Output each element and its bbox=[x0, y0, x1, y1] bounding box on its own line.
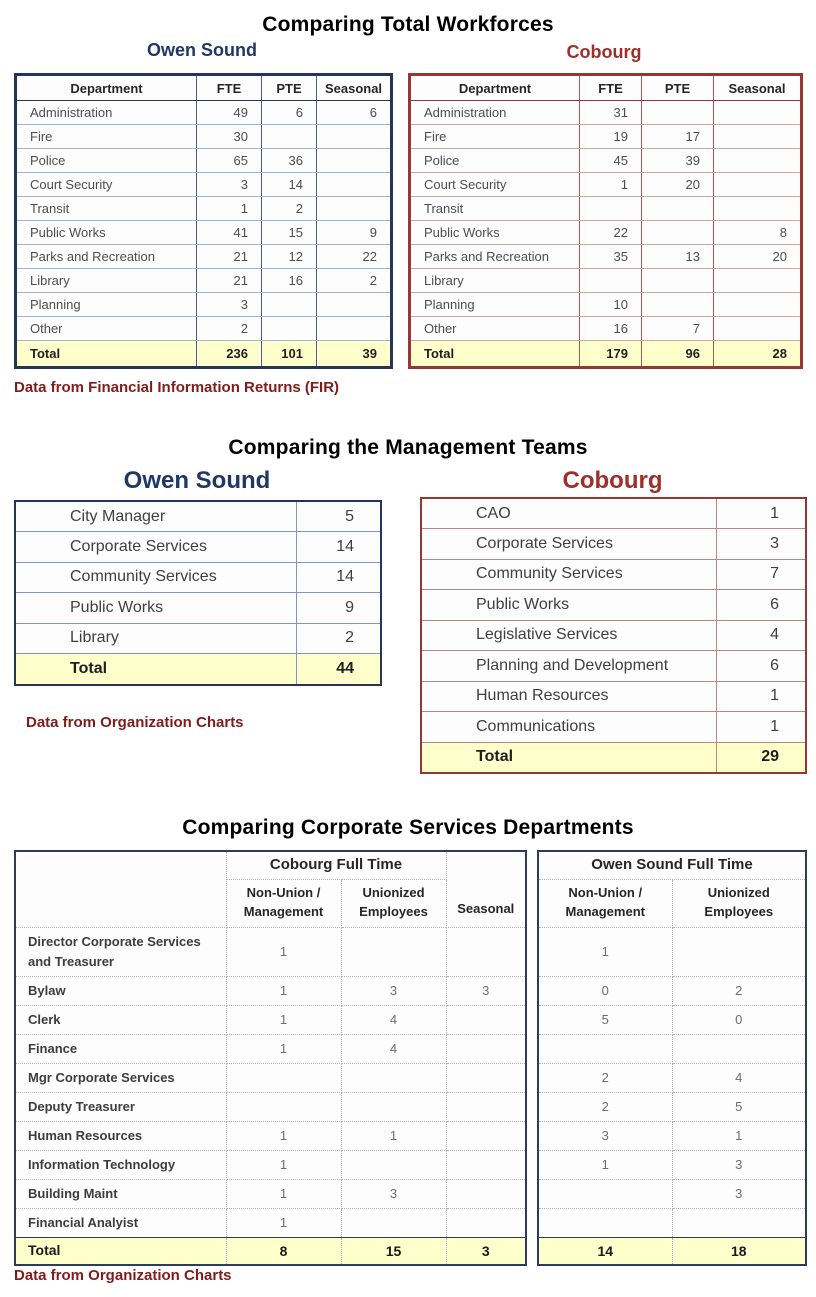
table-cell: 14 bbox=[296, 532, 381, 563]
table-cell: 49 bbox=[197, 101, 262, 125]
table-cell bbox=[341, 1063, 446, 1092]
table-cell: Other bbox=[16, 317, 197, 341]
table-cell: 3 bbox=[341, 1179, 446, 1208]
table-cell bbox=[714, 149, 802, 173]
table-cell bbox=[672, 927, 806, 976]
table-cell: 1 bbox=[226, 1005, 341, 1034]
table-row bbox=[15, 1121, 526, 1150]
total-cell: 8 bbox=[226, 1237, 341, 1265]
table-cell: Bylaw bbox=[15, 976, 226, 1005]
table-cell: Public Works bbox=[16, 221, 197, 245]
table-row bbox=[421, 681, 806, 712]
table-cell: Library bbox=[410, 269, 580, 293]
table-cell: 6 bbox=[716, 651, 806, 682]
table-cell bbox=[226, 1092, 341, 1121]
table-cell: 2 bbox=[262, 197, 317, 221]
table-cell: 3 bbox=[672, 1150, 806, 1179]
table-cell: Administration bbox=[16, 101, 197, 125]
table-cell bbox=[446, 1150, 526, 1179]
table-cell bbox=[262, 125, 317, 149]
table-cell bbox=[642, 293, 714, 317]
table-cell: 2 bbox=[296, 623, 381, 654]
table-row bbox=[538, 1092, 806, 1121]
table-cell: 22 bbox=[580, 221, 642, 245]
total-cell: Total bbox=[410, 341, 580, 368]
table-cell bbox=[446, 927, 526, 976]
table-cell: Finance bbox=[15, 1034, 226, 1063]
table-row bbox=[15, 623, 381, 654]
table-cell: 1 bbox=[197, 197, 262, 221]
total-row bbox=[15, 1237, 526, 1265]
column-header-seasonal: Seasonal bbox=[446, 851, 526, 927]
table-cell: Corporate Services bbox=[421, 529, 716, 560]
table-cell: Police bbox=[410, 149, 580, 173]
table-row bbox=[410, 245, 802, 269]
table-cell: 1 bbox=[716, 498, 806, 529]
table-cell: 1 bbox=[226, 1179, 341, 1208]
table-cell: Court Security bbox=[410, 173, 580, 197]
table-row bbox=[15, 1092, 526, 1121]
table-row bbox=[16, 293, 392, 317]
table-cell: 10 bbox=[580, 293, 642, 317]
table-row bbox=[15, 1063, 526, 1092]
table-cell bbox=[446, 1208, 526, 1237]
total-cell: Total bbox=[15, 1237, 226, 1265]
table-row bbox=[15, 501, 381, 532]
table-cell: Human Resources bbox=[421, 681, 716, 712]
total-row bbox=[16, 341, 392, 368]
table-row bbox=[410, 125, 802, 149]
total-row bbox=[421, 742, 806, 773]
column-header-unionized: Unionized Employees bbox=[341, 879, 446, 927]
management-section-title: Comparing the Management Teams bbox=[228, 436, 588, 459]
table-cell bbox=[262, 293, 317, 317]
table-cell bbox=[317, 149, 392, 173]
total-cell: Total bbox=[15, 654, 296, 685]
header-row bbox=[410, 75, 802, 101]
column-header-fte: FTE bbox=[197, 75, 262, 101]
table-row bbox=[410, 269, 802, 293]
table-cell bbox=[538, 1208, 672, 1237]
table-cell: Library bbox=[15, 623, 296, 654]
table-cell: Parks and Recreation bbox=[410, 245, 580, 269]
table-cell: 1 bbox=[226, 1034, 341, 1063]
table-cell bbox=[672, 1034, 806, 1063]
column-header-pte: PTE bbox=[262, 75, 317, 101]
table-row bbox=[16, 101, 392, 125]
table-cell: Financial Analyist bbox=[15, 1208, 226, 1237]
table-row bbox=[15, 593, 381, 624]
table-cell: 21 bbox=[197, 245, 262, 269]
cobourg-workforce-heading: Cobourg bbox=[566, 42, 642, 62]
total-cell: 29 bbox=[716, 742, 806, 773]
table-row bbox=[421, 620, 806, 651]
table-cell: 1 bbox=[226, 1150, 341, 1179]
empty-corner-cell bbox=[15, 851, 226, 927]
table-row bbox=[15, 532, 381, 563]
table-cell: Parks and Recreation bbox=[16, 245, 197, 269]
table-row bbox=[15, 1208, 526, 1237]
table-row bbox=[538, 1121, 806, 1150]
table-row bbox=[538, 927, 806, 976]
table-cell: 1 bbox=[716, 712, 806, 743]
table-row bbox=[15, 1034, 526, 1063]
table-row bbox=[15, 976, 526, 1005]
table-cell: Transit bbox=[16, 197, 197, 221]
table-cell: Planning and Development bbox=[421, 651, 716, 682]
table-cell bbox=[642, 221, 714, 245]
column-header-non-union: Non-Union / Management bbox=[538, 879, 672, 927]
corporate-source-note: Data from Organization Charts bbox=[14, 1267, 232, 1284]
total-cell: 18 bbox=[672, 1237, 806, 1265]
table-cell: Community Services bbox=[421, 559, 716, 590]
table-cell: Transit bbox=[410, 197, 580, 221]
table-cell: 36 bbox=[262, 149, 317, 173]
column-header-seasonal: Seasonal bbox=[714, 75, 802, 101]
table-cell: 41 bbox=[197, 221, 262, 245]
table-cell: 20 bbox=[642, 173, 714, 197]
table-cell: 1 bbox=[341, 1121, 446, 1150]
table-cell bbox=[580, 197, 642, 221]
table-row bbox=[15, 1179, 526, 1208]
table-cell: 2 bbox=[317, 269, 392, 293]
cobourg-management-heading: Cobourg bbox=[562, 467, 663, 494]
table-cell: Director Corporate Services and Treasurer bbox=[15, 927, 226, 976]
table-cell: CAO bbox=[421, 498, 716, 529]
table-row bbox=[15, 562, 381, 593]
table-cell: 0 bbox=[538, 976, 672, 1005]
table-cell: 3 bbox=[341, 976, 446, 1005]
table-row bbox=[538, 1150, 806, 1179]
table-cell: 4 bbox=[716, 620, 806, 651]
table-cell bbox=[446, 1179, 526, 1208]
table-cell: Building Maint bbox=[15, 1179, 226, 1208]
table-cell bbox=[341, 1208, 446, 1237]
table-cell: 30 bbox=[197, 125, 262, 149]
column-header-unionized: Unionized Employees bbox=[672, 879, 806, 927]
table-cell: 6 bbox=[317, 101, 392, 125]
total-cell: Total bbox=[16, 341, 197, 368]
table-cell: Police bbox=[16, 149, 197, 173]
total-row bbox=[410, 341, 802, 368]
table-cell: 3 bbox=[446, 976, 526, 1005]
table-cell: 14 bbox=[262, 173, 317, 197]
table-row bbox=[16, 149, 392, 173]
owen-sound-management-heading: Owen Sound bbox=[123, 467, 271, 494]
column-header-non-union: Non-Union / Management bbox=[226, 879, 341, 927]
column-header-department: Department bbox=[410, 75, 580, 101]
table-cell: 8 bbox=[714, 221, 802, 245]
cobourg-corporate-services-table bbox=[14, 850, 527, 1266]
total-row bbox=[538, 1237, 806, 1265]
table-row bbox=[538, 1034, 806, 1063]
table-row bbox=[16, 221, 392, 245]
table-row bbox=[421, 651, 806, 682]
table-cell: 5 bbox=[538, 1005, 672, 1034]
table-row bbox=[421, 590, 806, 621]
table-cell bbox=[341, 1092, 446, 1121]
table-cell: 19 bbox=[580, 125, 642, 149]
table-cell: 16 bbox=[580, 317, 642, 341]
table-cell: Library bbox=[16, 269, 197, 293]
table-cell: Deputy Treasurer bbox=[15, 1092, 226, 1121]
table-cell: 21 bbox=[197, 269, 262, 293]
table-cell: Corporate Services bbox=[15, 532, 296, 563]
total-cell: 15 bbox=[341, 1237, 446, 1265]
workforces-source-note: Data from Financial Information Returns (FIR) bbox=[14, 379, 340, 396]
table-cell bbox=[317, 197, 392, 221]
table-cell bbox=[341, 1150, 446, 1179]
table-cell: 4 bbox=[672, 1063, 806, 1092]
table-cell: Fire bbox=[410, 125, 580, 149]
owen-sound-management-table bbox=[14, 500, 382, 686]
table-cell bbox=[226, 1063, 341, 1092]
table-cell bbox=[642, 269, 714, 293]
cobourg-workforce-table bbox=[408, 73, 803, 369]
table-cell: Court Security bbox=[16, 173, 197, 197]
table-cell: 22 bbox=[317, 245, 392, 269]
table-cell bbox=[262, 317, 317, 341]
table-row bbox=[16, 125, 392, 149]
table-cell: Community Services bbox=[15, 562, 296, 593]
table-cell: 3 bbox=[716, 529, 806, 560]
table-cell: 9 bbox=[317, 221, 392, 245]
total-cell: 179 bbox=[580, 341, 642, 368]
table-cell: 2 bbox=[538, 1063, 672, 1092]
table-cell: 9 bbox=[296, 593, 381, 624]
table-row bbox=[410, 317, 802, 341]
table-cell: 3 bbox=[672, 1179, 806, 1208]
table-cell bbox=[714, 197, 802, 221]
table-cell: 16 bbox=[262, 269, 317, 293]
table-row bbox=[410, 101, 802, 125]
table-cell bbox=[341, 927, 446, 976]
total-cell: 28 bbox=[714, 341, 802, 368]
owen-sound-corporate-services-table bbox=[537, 850, 807, 1266]
table-cell bbox=[714, 269, 802, 293]
table-cell: 20 bbox=[714, 245, 802, 269]
table-cell: 0 bbox=[672, 1005, 806, 1034]
table-cell bbox=[714, 317, 802, 341]
table-cell: 12 bbox=[262, 245, 317, 269]
column-header-fte: FTE bbox=[580, 75, 642, 101]
table-cell: Mgr Corporate Services bbox=[15, 1063, 226, 1092]
total-cell: 236 bbox=[197, 341, 262, 368]
cobourg-management-table bbox=[420, 497, 807, 774]
table-cell: Clerk bbox=[15, 1005, 226, 1034]
cobourg-full-time-header: Cobourg Full Time bbox=[226, 851, 446, 879]
total-cell: Total bbox=[421, 742, 716, 773]
table-cell: 6 bbox=[262, 101, 317, 125]
column-header-row bbox=[538, 879, 806, 927]
table-cell: Administration bbox=[410, 101, 580, 125]
table-cell bbox=[642, 197, 714, 221]
table-cell: 3 bbox=[197, 173, 262, 197]
table-cell: Communications bbox=[421, 712, 716, 743]
table-cell bbox=[672, 1208, 806, 1237]
total-row bbox=[15, 654, 381, 685]
table-row bbox=[16, 317, 392, 341]
column-header-pte: PTE bbox=[642, 75, 714, 101]
table-row bbox=[410, 149, 802, 173]
table-cell bbox=[446, 1121, 526, 1150]
corporate-section-title: Comparing Corporate Services Departments bbox=[182, 816, 634, 839]
table-cell: 5 bbox=[672, 1092, 806, 1121]
table-row bbox=[421, 529, 806, 560]
table-cell: 45 bbox=[580, 149, 642, 173]
table-cell bbox=[317, 293, 392, 317]
table-cell: 39 bbox=[642, 149, 714, 173]
total-cell: 44 bbox=[296, 654, 381, 685]
table-cell: 7 bbox=[642, 317, 714, 341]
table-row bbox=[16, 197, 392, 221]
table-cell: Other bbox=[410, 317, 580, 341]
table-cell: Fire bbox=[16, 125, 197, 149]
table-cell: 1 bbox=[226, 1208, 341, 1237]
table-cell bbox=[446, 1063, 526, 1092]
table-row bbox=[15, 1005, 526, 1034]
table-row bbox=[421, 498, 806, 529]
table-row bbox=[410, 197, 802, 221]
table-cell bbox=[580, 269, 642, 293]
table-row bbox=[16, 269, 392, 293]
table-cell bbox=[317, 125, 392, 149]
table-cell bbox=[714, 101, 802, 125]
table-row bbox=[410, 221, 802, 245]
table-cell: 5 bbox=[296, 501, 381, 532]
table-cell: 13 bbox=[642, 245, 714, 269]
table-cell: 4 bbox=[341, 1034, 446, 1063]
table-row bbox=[421, 559, 806, 590]
table-cell bbox=[714, 293, 802, 317]
total-cell: 14 bbox=[538, 1237, 672, 1265]
table-cell: 1 bbox=[538, 927, 672, 976]
table-row bbox=[16, 173, 392, 197]
table-cell: 15 bbox=[262, 221, 317, 245]
table-cell: 31 bbox=[580, 101, 642, 125]
table-row bbox=[410, 293, 802, 317]
table-cell: Planning bbox=[410, 293, 580, 317]
table-row bbox=[538, 1063, 806, 1092]
owen-sound-full-time-header: Owen Sound Full Time bbox=[538, 851, 806, 879]
table-cell: 1 bbox=[672, 1121, 806, 1150]
table-cell bbox=[538, 1179, 672, 1208]
column-header-seasonal: Seasonal bbox=[317, 75, 392, 101]
table-cell: Public Works bbox=[421, 590, 716, 621]
total-cell: 3 bbox=[446, 1237, 526, 1265]
total-cell: 101 bbox=[262, 341, 317, 368]
table-cell bbox=[317, 173, 392, 197]
owen-sound-workforce-heading: Owen Sound bbox=[147, 40, 257, 60]
header-row bbox=[16, 75, 392, 101]
table-cell: 17 bbox=[642, 125, 714, 149]
table-cell: 2 bbox=[538, 1092, 672, 1121]
table-row bbox=[410, 173, 802, 197]
table-cell: 1 bbox=[226, 1121, 341, 1150]
table-cell: Information Technology bbox=[15, 1150, 226, 1179]
table-cell: 1 bbox=[538, 1150, 672, 1179]
table-cell: 14 bbox=[296, 562, 381, 593]
table-cell: 35 bbox=[580, 245, 642, 269]
table-row bbox=[538, 1179, 806, 1208]
table-cell bbox=[446, 1005, 526, 1034]
table-cell: Public Works bbox=[410, 221, 580, 245]
table-row bbox=[538, 1208, 806, 1237]
table-cell: 1 bbox=[226, 976, 341, 1005]
table-cell bbox=[714, 125, 802, 149]
total-cell: 39 bbox=[317, 341, 392, 368]
table-row bbox=[538, 1005, 806, 1034]
table-cell: 65 bbox=[197, 149, 262, 173]
table-cell: 6 bbox=[716, 590, 806, 621]
table-cell: 4 bbox=[341, 1005, 446, 1034]
column-header-department: Department bbox=[16, 75, 197, 101]
table-cell: 2 bbox=[672, 976, 806, 1005]
table-row bbox=[421, 712, 806, 743]
table-row bbox=[15, 927, 526, 976]
group-header-row bbox=[15, 851, 526, 879]
management-source-note: Data from Organization Charts bbox=[26, 714, 244, 731]
table-cell: 7 bbox=[716, 559, 806, 590]
group-header-row bbox=[538, 851, 806, 879]
table-cell: 1 bbox=[226, 927, 341, 976]
table-cell: City Manager bbox=[15, 501, 296, 532]
table-cell: Human Resources bbox=[15, 1121, 226, 1150]
table-cell bbox=[714, 173, 802, 197]
owen-sound-workforce-table bbox=[14, 73, 393, 369]
table-cell: Public Works bbox=[15, 593, 296, 624]
table-row bbox=[15, 1150, 526, 1179]
total-cell: 96 bbox=[642, 341, 714, 368]
table-cell: 1 bbox=[580, 173, 642, 197]
table-cell: 1 bbox=[716, 681, 806, 712]
table-cell: 2 bbox=[197, 317, 262, 341]
table-cell bbox=[642, 101, 714, 125]
table-cell: 3 bbox=[538, 1121, 672, 1150]
table-cell bbox=[538, 1034, 672, 1063]
table-cell: 3 bbox=[197, 293, 262, 317]
table-row bbox=[16, 245, 392, 269]
table-cell bbox=[446, 1034, 526, 1063]
table-row bbox=[538, 976, 806, 1005]
table-cell bbox=[317, 317, 392, 341]
table-cell bbox=[446, 1092, 526, 1121]
table-cell: Planning bbox=[16, 293, 197, 317]
workforces-section-title: Comparing Total Workforces bbox=[262, 13, 554, 36]
table-cell: Legislative Services bbox=[421, 620, 716, 651]
